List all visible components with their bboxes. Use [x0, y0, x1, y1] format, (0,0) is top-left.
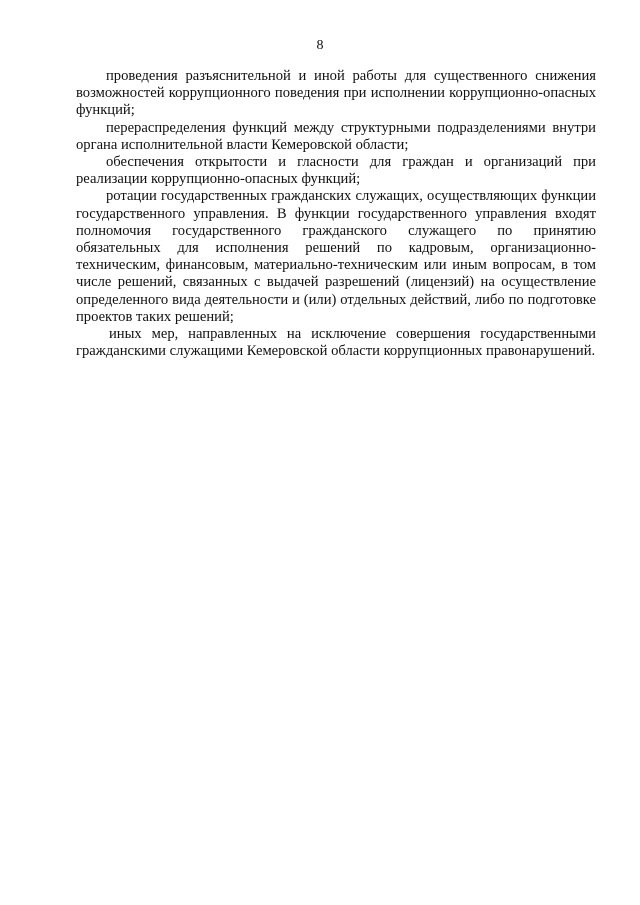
paragraph-other-measures: иных мер, направленных на исключение совершения государственными гражданскими служащими Кемеровской области коррупционных правонарушений. [76, 326, 596, 360]
paragraph-openness-and-transparency: обеспечения открытости и гласности для граждан и организаций при реализации коррупционно-опасных функций; [76, 154, 596, 188]
paragraph-redistribution-of-functions: перераспределения функций между структурными подразделениями внутри органа исполнительной власти Кемеровской области; [76, 119, 596, 153]
page-number: 8 [316, 38, 324, 53]
paragraph-explanatory-work: проведения разъяснительной и иной работы для существенного снижения возможностей коррупционного поведения при исполнении коррупционно-опасных функций; [76, 68, 596, 119]
paragraph-rotation-of-civil-servants: ротации государственных гражданских служащих, осуществляющих функции государственного управления. В функции государственного управления входят полномочия государственного гражданского служащего по принятию обязательных для исполнения решений по кадровым, организационно-техническим, финансовым, материально-техническим или иным вопросам, в том числе решений, связанных с выдачей разрешений (лицензий) на осуществление определенного вида деятельности и (или) отдельных действий, либо по подготовке проектов таких решений; [76, 188, 596, 325]
document-body [76, 68, 596, 360]
